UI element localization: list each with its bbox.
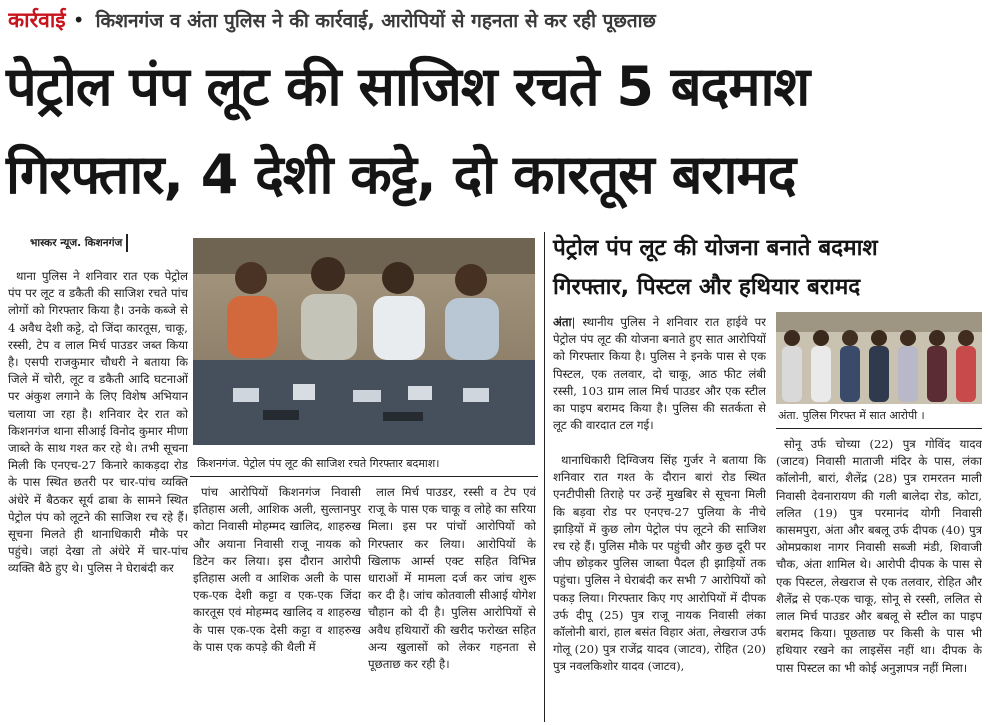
seven-accused-photo-illustration [776,312,982,404]
story-separator [544,232,545,722]
main-headline-line1: पेट्रोल पंप लूट की साजिश रचते 5 बदमाश [6,55,810,118]
main-column-3 [368,484,536,720]
arrested-men-photo-illustration [193,238,535,445]
side-headline-line1: पेट्रोल पंप लूट की योजना बनाते बदमाश [553,235,878,261]
side-intro-text: स्थानीय पुलिस ने शनिवार रात हाईवे पर पेट्रोल पंप लूट की योजना बनाते हुए सात आरोपियों को गिरफ्तार किया है। पुलिस ने इनके पास से एक पिस्टल, एक तलवार, दो चाकू, आठ फीट लंबी रस्सी, 103 ग्राम लाल मिर्च पाउडर और एक स्टील का पाइप बरामद किया है। पुलिस की सतर्कता से लूट की वारदात टल गई। [553,315,766,433]
side-dateline: अंता [553,315,572,329]
main-column-1-text: थाना पुलिस ने शनिवार रात एक पेट्रोल पंप पर लूट व डकैती की साजिश रचते पांच लोगों को गिरफ्तार किया है। उनके कब्जे से 4 अवैध देशी कट्टे, दो जिंदा कारतूस, चाकू, रस्सी, टेप व लाल मिर्च पाउडर जब्त किया है। एसपी राजकुमार चौधरी ने बताया कि जिले में चोरी, लूट व डकैती आदि घटनाओं पर अंकुश लगाने के लिए विशेष अभियान चलाया जा रहा है। शनिवार देर रात को किशनगंज थाना सीआई विनोद कुमार मीणा जाब्ते के साथ गश्त कर रहे थे। तभी सूचना मिली कि एनएच-27 किनारे काकड़दा रोड के पास स्थित छतरी पर चार-पांच व्यक्ति अंधेरे में बैठकर सूर्य ढाबा के सामने स्थित पेट्रोल पंप को लूटने की साजिश रच रहे हैं। सूचना मिलते ही थानाधिकारी मौके पर पहुंचे। जहां देखा तो अंधेरे में चार-पांच व्यक्ति बैठे हुए थे। पुलिस ने घेराबंदी कर [8,269,188,576]
kishanganj-photo-caption: किशनगंज. पेट्रोल पंप लूट की साजिश रचते गिरफ्तार बदमाश। [197,457,440,470]
side-column-right-text: सोनू उर्फ चोच्या (22) पुत्र गोविंद यादव (जाटव) निवासी माताजी मंदिर के पास, लंका कॉलोनी, बारां, शैलेंद्र (28) पुत्र रामरतन माली निवासी देवनारायण की गली बालेदा रोड, कोटा, ललित (19) पुत्र परमानंद योगी निवासी कासमपुरा, अंता और बबलू उर्फ दीपक (40) पुत्र ओमप्रकाश नागर निवासी सब्जी मंडी, शिवाजी चौक, अंता शामिल थे। आरोपी दीपक के पास से एक पिस्टल, लेखराज से एक तलवार, रोहित और शैलेंद्र से एक-एक चाकू, सोनू से रस्सी, ललित से लाल मिर्च पाउडर और बबलू से स्टील का पाइप बरामद किया। पूछताछ पर किसी के पास भी हथियार रखने का लाइसेंस नहीं था। दीपक के पास पिस्टल का भी कोई अनुज्ञापत्र नहीं मिला। [776,437,982,675]
kicker-subtitle: किशनगंज व अंता पुलिस ने की कार्रवाई, आरोपियों से गहनता से कर रही पूछताछ [95,10,656,32]
caption-divider [190,476,538,477]
main-column-1 [8,268,188,720]
side-headline-line2: गिरफ्तार, पिस्टल और हथियार बरामद [553,274,861,300]
anta-photo-caption: अंता. पुलिस गिरफ्त में सात आरोपी । [778,409,925,422]
kicker-line [8,6,980,38]
section-tag: कार्रवाई [8,8,66,32]
bullet-dot: • [72,8,85,32]
anta-photo [776,312,982,404]
side-column-right [776,436,982,722]
anta-caption-divider [776,428,982,429]
main-column-3-text: लाल मिर्च पाउडर, रस्सी व टेप एवं राजू के पास एक चाकू व लोहे का सरिया मिला। इस पर पांचों आरोपियों को गिरफ्तार कर लिया। आरोपियों के खिलाफ आर्म्स एक्ट सहित विभिन्न धाराओं में मामला दर्ज कर जांच शुरू कर दी है। जांच कोतवाली सीआई योगेश चौहान को दी है। पुलिस आरोपियों से अवैध हथियारों की खरीद फरोख्त सहित अन्य खुलासों को लेकर गहनता से पूछताछ कर रही है। [368,485,536,672]
kishanganj-photo [193,238,535,445]
side-column-left [553,452,766,722]
side-column-left-text: थानाधिकारी दिग्विजय सिंह गुर्जर ने बताया कि शनिवार रात गश्त के दौरान बारां रोड स्थित एनटीपीसी तिराहे पर उन्हें मुखबिर से सूचना मिली कि बड़वा रोड पर एनएच-27 पुलिया के नीचे झाड़ियों में कुछ लोग पेट्रोल पंप लूटने की साजिश रच रहे हैं। पुलिस मौके पर पहुंची और कुछ दूरी पर जीप छोड़कर पुलिस जाब्ता पैदल ही झाड़ियों तक पहुंचा। पुलिस ने घेराबंदी कर सभी 7 आरोपियों को पकड़ लिया। गिरफ्तार किए गए आरोपियों में दीपक उर्फ दीपू (25) पुत्र राजू नायक निवासी लंका कॉलोनी बारां, हाल बसंत विहार अंता, लेखराज उर्फ गोलू (20) पुत्र राजेंद्र यादव (जाटव), रोहित (20) पुत्र नवलकिशोर यादव (जाटव), [553,453,766,674]
main-column-2-text: पांच आरोपियों किशनगंज निवासी इतिहास अली, आशिक अली, सुल्तानपुर कोटा निवासी मोहम्मद खालिद, शाहरुख और अयाना निवासी राजू नायक को डिटेन कर लिया। इस दौरान आरोपी इतिहास अली व आशिक अली के पास एक-एक देशी कट्टा व एक-एक जिंदा कारतूस एवं मोहम्मद खालिद व शाहरुख के पास एक-एक देसी कट्टा व शाहरुख के पास एक कपड़े की थैली में [193,485,361,654]
side-intro: अंता| स्थानीय पुलिस ने शनिवार रात हाईवे पर पेट्रोल पंप लूट की योजना बनाते हुए सात आरोपियों को गिरफ्तार किया है। पुलिस ने इनके पास से एक पिस्टल, एक तलवार, दो चाकू, आठ फीट लंबी रस्सी, 103 ग्राम लाल मिर्च पाउडर और एक स्टील का पाइप बरामद किया है। पुलिस की सतर्कता से लूट की वारदात टल गई। [553,315,766,433]
main-column-2 [193,484,361,720]
byline: भास्कर न्यूज. किशनगंज [26,234,128,252]
main-headline-line2: गिरफ्तार, 4 देशी कट्टे, दो कारतूस बरामद [6,143,796,206]
